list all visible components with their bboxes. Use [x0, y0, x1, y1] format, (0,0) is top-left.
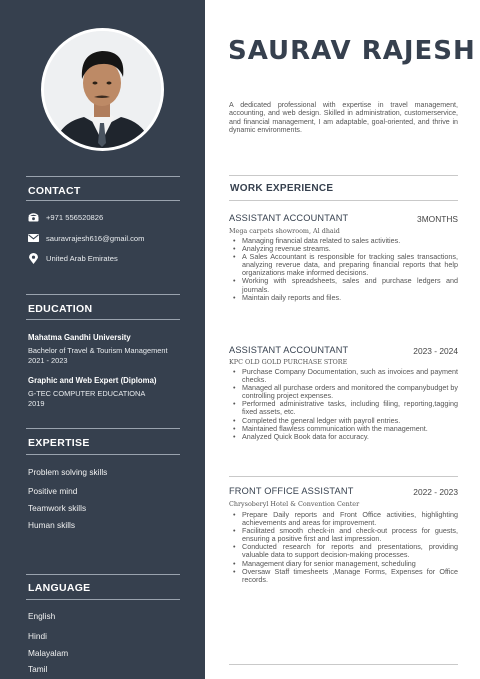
phone-text: +971 556520826 — [46, 212, 104, 222]
responsibility-item: • Maintain daily reports and files. — [229, 294, 458, 302]
responsibility-item: • Purchase Company Documentation, such as invoices and payment checks. — [229, 368, 458, 384]
education-item-degree: Bachelor of Travel & Tourism Management — [28, 346, 168, 355]
job-responsibilities — [229, 368, 458, 441]
email-text: sauravrajesh616@gmail.com — [46, 233, 145, 243]
responsibility-item: • Managed all purchase orders and monitored the companybudget by controlling project expenses. — [229, 384, 458, 400]
responsibility-item: • Analyzing revenue streams. — [229, 245, 458, 253]
language-item: Hindi — [28, 631, 47, 641]
responsibility-item: • Managing financial data related to sales activities. — [229, 237, 458, 245]
profile-photo — [41, 28, 164, 151]
responsibility-item: • Conducted research for reports and presentations, providing valuable data to support decision-making processes. — [229, 543, 458, 559]
profile-summary: A dedicated professional with expertise in travel management, accounting, and web design. Skilled in administration, customerservice, and financial management, I am adaptable, goal-oriented, and thrive in dynamic environments. — [229, 101, 458, 134]
expertise-item: Positive mind — [28, 486, 78, 496]
responsibility-item: • Prepare Daily reports and Front Office activities, highlighting achievements and areas for improvement. — [229, 511, 458, 527]
education-item-name: Graphic and Web Expert (Diploma) — [28, 376, 157, 385]
job-title: ASSISTANT ACCOUNTANT — [229, 213, 349, 223]
contact-email — [27, 233, 144, 243]
contact-heading: CONTACT — [28, 185, 81, 197]
language-item: Malayalam — [28, 648, 69, 658]
responsibility-item: • Performed administrative tasks, including filing, reporting,tagging fixed assets, etc. — [229, 400, 458, 416]
work-bottom-rule — [229, 200, 458, 201]
job-duration: 2022 - 2023 — [413, 487, 458, 497]
responsibility-item: • Oversaw Staff timesheets ,Manage Forms, Expenses for Office records. — [229, 568, 458, 584]
job-company: KPC OLD GOLD PURCHASE STORE — [229, 358, 348, 366]
job-title: FRONT OFFICE ASSISTANT — [229, 486, 354, 496]
education-top-rule — [26, 294, 180, 295]
education-item-name: Mahatma Gandhi University — [28, 333, 131, 342]
language-item: English — [28, 611, 56, 621]
contact-phone — [27, 212, 103, 222]
language-bottom-rule — [26, 599, 180, 600]
job-divider — [229, 476, 458, 477]
job-title: ASSISTANT ACCOUNTANT — [229, 345, 349, 355]
responsibility-item: • Maintained flawless communication with the management. — [229, 425, 458, 433]
job-responsibilities — [229, 511, 458, 584]
expertise-item: Teamwork skills — [28, 503, 87, 513]
education-item-years: 2021 - 2023 — [28, 356, 68, 365]
candidate-name: SAURAV RAJESH — [228, 36, 476, 66]
responsibility-item: • A Sales Accountant is responsible for tracking sales transactions, analyzing reverue data, and preparing financial reports that help organizations make informed decisions. — [229, 253, 458, 277]
footer-rule — [229, 664, 458, 665]
job-duration: 3MONTHS — [417, 214, 458, 224]
language-top-rule — [26, 574, 180, 575]
responsibility-item: • Working with spreadsheets, sales and purchase ledgers and journals. — [229, 277, 458, 293]
email-icon — [27, 233, 39, 243]
expertise-heading: EXPERTISE — [28, 437, 90, 449]
location-pin-icon — [27, 253, 39, 263]
language-item: Tamil — [28, 664, 48, 674]
education-heading: EDUCATION — [28, 303, 93, 315]
location-text: United Arab Emirates — [46, 253, 118, 263]
responsibility-item: • Completed the general ledger with payroll entries. — [229, 417, 458, 425]
expertise-top-rule — [26, 428, 180, 429]
contact-top-rule — [26, 176, 180, 177]
expertise-bottom-rule — [26, 454, 180, 455]
phone-icon — [27, 212, 39, 222]
job-responsibilities — [229, 237, 458, 302]
work-experience-heading: WORK EXPERIENCE — [230, 183, 334, 194]
work-top-rule — [229, 175, 458, 176]
education-item-school: G-TEC COMPUTER EDUCATIONA — [28, 389, 146, 398]
education-item-year: 2019 — [28, 399, 45, 408]
responsibility-item: • Analyzed Quick Book data for accuracy. — [229, 433, 458, 441]
education-bottom-rule — [26, 319, 180, 320]
responsibility-item: • Facilitated smooth check-in and check-out process for guests, ensuring a positive first and last impression. — [229, 527, 458, 543]
responsibility-item: • Management diary for senior management, scheduling — [229, 560, 458, 568]
contact-bottom-rule — [26, 200, 180, 201]
contact-location — [27, 253, 118, 263]
expertise-item: Human skills — [28, 520, 76, 530]
sidebar — [0, 0, 205, 679]
job-company: Mega carpets showroom, Al dhaid — [229, 227, 340, 235]
language-heading: LANGUAGE — [28, 582, 91, 594]
job-duration: 2023 - 2024 — [413, 346, 458, 356]
job-company: Chrysoberyl Hotel & Convention Center — [229, 500, 360, 508]
expertise-item: Problem solving skills — [28, 467, 108, 477]
